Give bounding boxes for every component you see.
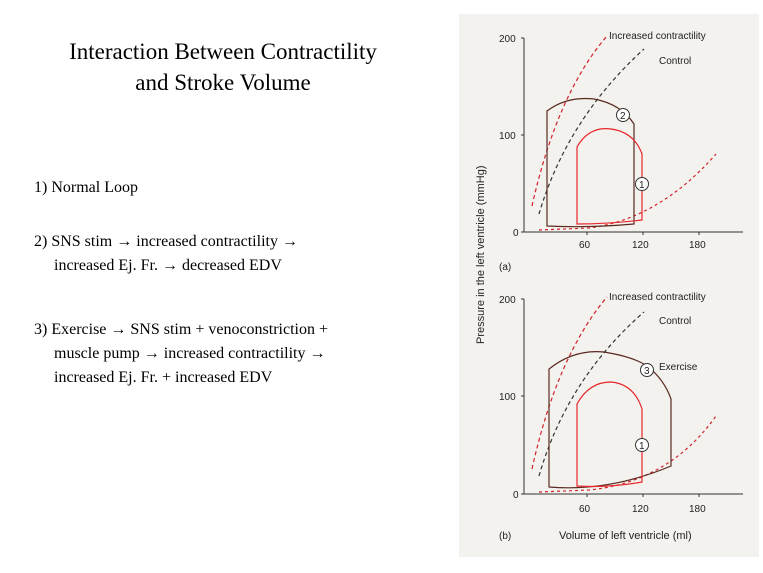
bullet-1-text: 1) Normal Loop xyxy=(34,179,138,196)
bullet-3-part-b: SNS stim + venoconstriction + xyxy=(126,321,329,338)
arrow-icon: → xyxy=(110,321,127,338)
panel-b-increased-curve xyxy=(532,297,607,469)
arrow-icon: → xyxy=(309,345,326,362)
arrow-icon: → xyxy=(281,233,298,250)
panel-b-label: (b) xyxy=(499,531,512,542)
bullet-2-part-a: 2) SNS stim xyxy=(34,233,117,250)
panel-b-label-control: Control xyxy=(659,316,692,327)
panel-b-label-increased: Increased contractility xyxy=(609,292,706,303)
title-line-2: and Stroke Volume xyxy=(135,70,311,95)
panel-b-xtick-120: 120 xyxy=(632,504,649,515)
panel-a-label: (a) xyxy=(499,262,512,273)
title-line-1: Interaction Between Contractility xyxy=(69,39,377,64)
x-axis-label: Volume of left ventricle (ml) xyxy=(559,530,692,542)
bullet-3-part-d: increased contractility xyxy=(159,345,310,362)
panel-b-label-exercise: Exercise xyxy=(659,362,698,373)
bullet-2-part-d: decreased EDV xyxy=(177,257,282,274)
panel-b-xtick-180: 180 xyxy=(689,504,706,515)
slide-title xyxy=(14,36,432,98)
panel-b-ytick-0: 0 xyxy=(513,490,519,501)
bullet-3-part-e: increased Ej. Fr. + increased EDV xyxy=(54,369,273,386)
panel-b-marker-1-label: 1 xyxy=(639,441,645,452)
panel-a-ytick-0: 0 xyxy=(513,228,519,239)
panel-b-marker-3-label: 3 xyxy=(644,366,650,377)
panel-a-xtick-60: 60 xyxy=(579,240,591,251)
panel-b-ytick-200: 200 xyxy=(499,295,516,306)
bullet-sns-stim xyxy=(34,230,298,278)
bullet-exercise xyxy=(34,318,328,390)
panel-b-xtick-60: 60 xyxy=(579,504,591,515)
panel-a-increased-curve xyxy=(532,36,607,206)
panel-b-control-curve xyxy=(539,312,644,476)
panel-a-edpvr-curve xyxy=(539,154,716,230)
bullet-3-part-c: muscle pump xyxy=(54,345,144,362)
bullet-2-part-c: increased Ej. Fr. xyxy=(54,257,162,274)
panel-a-label-control: Control xyxy=(659,56,692,67)
bullet-normal-loop xyxy=(34,176,138,200)
panel-a-label-increased: Increased contractility xyxy=(609,31,706,42)
arrow-icon: → xyxy=(161,257,178,274)
bullet-3-part-a: 3) Exercise xyxy=(34,321,111,338)
bullet-2-part-b: increased contractility xyxy=(132,233,282,250)
panel-a-marker-1-label: 1 xyxy=(639,180,645,191)
panel-a-loop-1 xyxy=(577,129,642,224)
panel-a-xtick-120: 120 xyxy=(632,240,649,251)
panel-a-xtick-180: 180 xyxy=(689,240,706,251)
arrow-icon: → xyxy=(116,233,133,250)
pv-loop-svg xyxy=(459,14,759,557)
panel-b-ytick-100: 100 xyxy=(499,392,516,403)
arrow-icon: → xyxy=(143,345,160,362)
pv-loop-figure xyxy=(459,14,759,557)
y-axis-label: Pressure in the left ventricle (mmHg) xyxy=(475,165,487,344)
panel-a-ytick-100: 100 xyxy=(499,131,516,142)
panel-b xyxy=(499,292,743,542)
panel-a-ytick-200: 200 xyxy=(499,34,516,45)
panel-a xyxy=(499,31,743,273)
panel-b-loop-1 xyxy=(577,382,642,487)
panel-a-marker-2-label: 2 xyxy=(620,111,626,122)
